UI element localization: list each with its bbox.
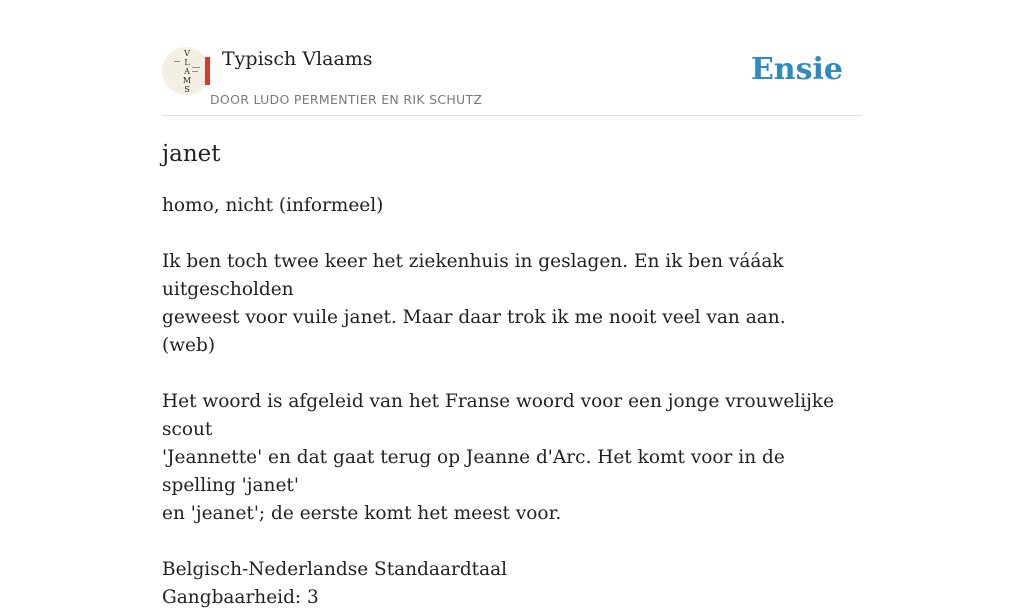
avatar-letters: V L A M S [182, 49, 192, 94]
etymology-line: 'Jeannette' en dat gaat terug op Jeanne d'Arc. Het komt voor in de spelling 'janet' [162, 447, 785, 496]
cover-line [192, 71, 198, 72]
etymology-line: Het woord is afgeleid van het Franse woord voor een jonge vrouwelijke scout [162, 391, 835, 440]
dictionary-authors: DOOR LUDO PERMENTIER EN RIK SCHUTZ [210, 92, 483, 107]
page-header [162, 44, 862, 116]
language-label: Belgisch-Nederlandse Standaardtaal [162, 559, 508, 580]
spacer [162, 220, 862, 248]
ensie-logo-link[interactable]: Ensie [750, 52, 843, 87]
spacer [162, 528, 862, 556]
entry-body [162, 192, 862, 612]
etymology-line: en 'jeanet'; de eerste komt het meest voor. [162, 503, 562, 524]
cover-line [192, 67, 200, 68]
example-line: Ik ben toch twee keer het ziekenhuis in geslagen. En ik ben vááak uitgescholden [162, 251, 784, 300]
entry-definition: homo, nicht (informeel) [162, 195, 384, 216]
spacer [162, 360, 862, 388]
frequency-label: Gangbaarheid: 3 [162, 587, 319, 608]
cover-line [174, 61, 180, 62]
cover-red-edge [205, 57, 210, 85]
dictionary-title[interactable]: Typisch Vlaams [222, 48, 373, 70]
example-line: geweest voor vuile janet. Maar daar trok ik me nooit veel van aan. [162, 307, 786, 328]
entry-page [162, 0, 862, 608]
entry-headword: janet [162, 141, 221, 167]
dictionary-cover-avatar[interactable] [162, 47, 210, 95]
example-source: (web) [162, 335, 216, 356]
